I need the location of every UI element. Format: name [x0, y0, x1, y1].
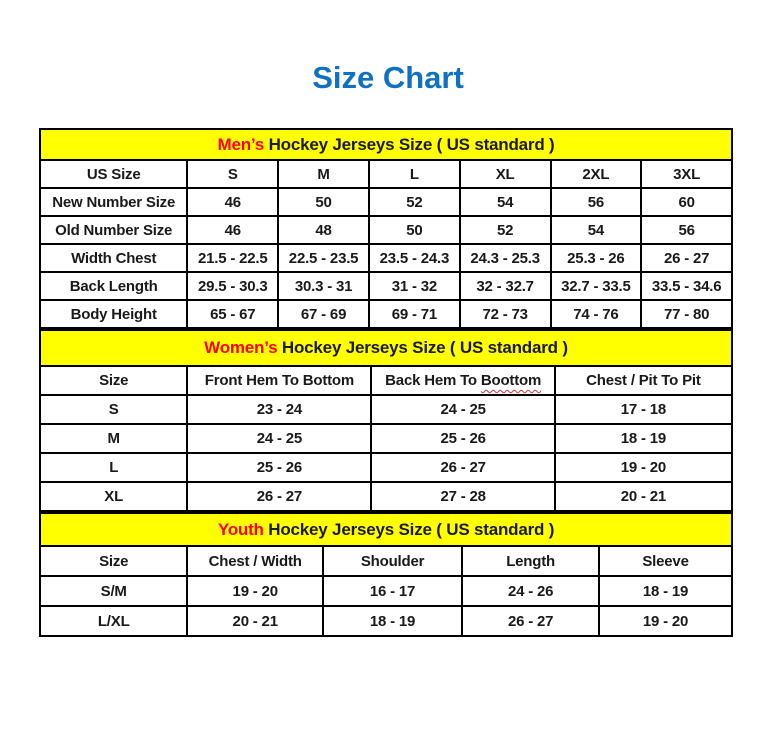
- row-label: L/XL: [40, 606, 187, 636]
- column-header-text: Back Hem To: [385, 372, 481, 389]
- cell-value: 77 - 80: [641, 300, 732, 328]
- cell-value: 20 - 21: [187, 606, 323, 636]
- womens-section-title-rest: Hockey Jerseys Size ( US standard ): [277, 338, 568, 357]
- cell-value: 25.3 - 26: [551, 244, 642, 272]
- row-label: XL: [40, 482, 187, 511]
- cell-value: 30.3 - 31: [278, 272, 369, 300]
- mens-section-title-accent: Men’s: [217, 134, 265, 154]
- table-row: [40, 576, 732, 606]
- size-chart: [39, 128, 733, 637]
- cell-value: 48: [278, 216, 369, 244]
- column-header: Size: [40, 546, 187, 576]
- column-header: Length: [462, 546, 599, 576]
- youth-header-row: [40, 546, 732, 576]
- mens-section-title-rest: Hockey Jerseys Size ( US standard ): [264, 134, 555, 154]
- womens-size-table: [39, 329, 733, 512]
- cell-value: 50: [369, 216, 460, 244]
- row-label: New Number Size: [40, 188, 187, 216]
- cell-value: 18 - 19: [323, 606, 462, 636]
- cell-value: 24.3 - 25.3: [460, 244, 551, 272]
- cell-value: 56: [551, 188, 642, 216]
- table-row: [40, 216, 732, 244]
- youth-section-title-rest: Hockey Jerseys Size ( US standard ): [263, 519, 555, 539]
- column-header: S: [187, 160, 278, 188]
- column-header: Chest / Pit To Pit: [555, 366, 732, 395]
- cell-value: 24 - 26: [462, 576, 599, 606]
- mens-section-banner: [40, 129, 732, 160]
- table-row: [40, 606, 732, 636]
- column-header-with-spellcheck: [371, 366, 554, 395]
- cell-value: 24 - 25: [187, 424, 371, 453]
- column-header: 3XL: [641, 160, 732, 188]
- cell-value: 19 - 20: [555, 453, 732, 482]
- cell-value: 52: [369, 188, 460, 216]
- cell-value: 72 - 73: [460, 300, 551, 328]
- cell-value: 67 - 69: [278, 300, 369, 328]
- womens-section-banner: [40, 330, 732, 366]
- cell-value: 19 - 20: [599, 606, 732, 636]
- youth-section-title: [40, 513, 732, 546]
- row-label: L: [40, 453, 187, 482]
- youth-size-table: [39, 512, 733, 637]
- column-header: Sleeve: [599, 546, 732, 576]
- cell-value: 26 - 27: [187, 482, 371, 511]
- cell-value: 24 - 25: [371, 395, 554, 424]
- misspelled-word-squiggle: Boottom: [480, 372, 542, 389]
- womens-section-title-accent: Women’s: [204, 338, 278, 357]
- table-row: [40, 244, 732, 272]
- cell-value: 29.5 - 30.3: [187, 272, 278, 300]
- cell-value: 16 - 17: [323, 576, 462, 606]
- cell-value: 33.5 - 34.6: [641, 272, 732, 300]
- cell-value: 65 - 67: [187, 300, 278, 328]
- row-label: S/M: [40, 576, 187, 606]
- cell-value: 17 - 18: [555, 395, 732, 424]
- cell-value: 22.5 - 23.5: [278, 244, 369, 272]
- row-label: Back Length: [40, 272, 187, 300]
- table-row: [40, 300, 732, 328]
- column-header: Shoulder: [323, 546, 462, 576]
- row-label: Width Chest: [40, 244, 187, 272]
- cell-value: 54: [551, 216, 642, 244]
- mens-size-table: [39, 128, 733, 329]
- cell-value: 25 - 26: [371, 424, 554, 453]
- column-header: 2XL: [551, 160, 642, 188]
- table-row: [40, 482, 732, 511]
- cell-value: 46: [187, 216, 278, 244]
- womens-section-title: [40, 330, 732, 366]
- column-header: Chest / Width: [187, 546, 323, 576]
- table-row: [40, 272, 732, 300]
- mens-header-row: [40, 160, 732, 188]
- page-title: Size Chart: [312, 60, 464, 95]
- womens-header-row: [40, 366, 732, 395]
- column-header: US Size: [40, 160, 187, 188]
- column-header: L: [369, 160, 460, 188]
- cell-value: 31 - 32: [369, 272, 460, 300]
- youth-section-title-accent: Youth: [217, 519, 264, 539]
- cell-value: 26 - 27: [371, 453, 554, 482]
- mens-section-title: [40, 129, 732, 160]
- cell-value: 19 - 20: [187, 576, 323, 606]
- cell-value: 60: [641, 188, 732, 216]
- cell-value: 26 - 27: [462, 606, 599, 636]
- row-label: Body Height: [40, 300, 187, 328]
- cell-value: 56: [641, 216, 732, 244]
- cell-value: 54: [460, 188, 551, 216]
- cell-value: 32 - 32.7: [460, 272, 551, 300]
- cell-value: 32.7 - 33.5: [551, 272, 642, 300]
- column-header: Front Hem To Bottom: [187, 366, 371, 395]
- row-label: S: [40, 395, 187, 424]
- cell-value: 52: [460, 216, 551, 244]
- cell-value: 18 - 19: [599, 576, 732, 606]
- table-row: [40, 188, 732, 216]
- cell-value: 25 - 26: [187, 453, 371, 482]
- cell-value: 26 - 27: [641, 244, 732, 272]
- cell-value: 23 - 24: [187, 395, 371, 424]
- column-header: Size: [40, 366, 187, 395]
- row-label: M: [40, 424, 187, 453]
- cell-value: 50: [278, 188, 369, 216]
- table-row: [40, 395, 732, 424]
- cell-value: 74 - 76: [551, 300, 642, 328]
- column-header: M: [278, 160, 369, 188]
- cell-value: 20 - 21: [555, 482, 732, 511]
- table-row: [40, 424, 732, 453]
- column-header: XL: [460, 160, 551, 188]
- cell-value: 46: [187, 188, 278, 216]
- cell-value: 23.5 - 24.3: [369, 244, 460, 272]
- row-label: Old Number Size: [40, 216, 187, 244]
- cell-value: 18 - 19: [555, 424, 732, 453]
- table-row: [40, 453, 732, 482]
- cell-value: 21.5 - 22.5: [187, 244, 278, 272]
- youth-section-banner: [40, 513, 732, 546]
- cell-value: 69 - 71: [369, 300, 460, 328]
- cell-value: 27 - 28: [371, 482, 554, 511]
